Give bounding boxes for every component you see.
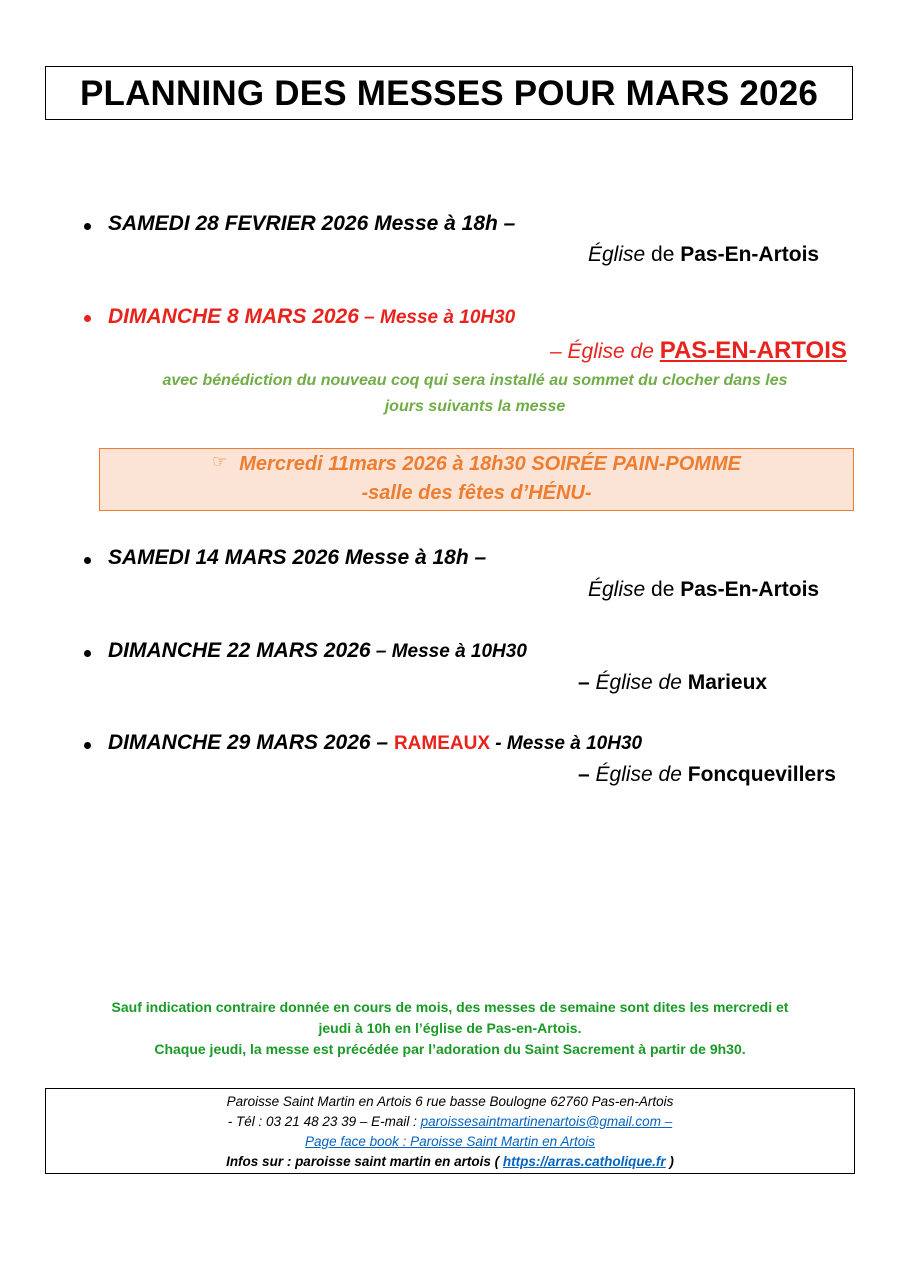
website-link[interactable]: https://arras.catholique.fr bbox=[502, 1154, 666, 1169]
contact-facebook-line bbox=[46, 1132, 854, 1152]
entry-2-note bbox=[110, 368, 840, 420]
title-box bbox=[45, 66, 853, 120]
pointing-hand-icon: ☞ bbox=[212, 452, 228, 471]
entry-2-time: – Messe à 10H30 bbox=[358, 307, 516, 328]
entry-1-date: SAMEDI 28 FEVRIER 2026 Messe à 18h – bbox=[108, 212, 516, 235]
entry-3-church-name: Pas-En-Artois bbox=[680, 578, 820, 601]
event-title: Mercredi 11mars 2026 à 18h30 SOIRÉE PAIN-POMME bbox=[239, 453, 741, 475]
entry-4-church-name: Marieux bbox=[687, 671, 768, 694]
infos-suffix: ) bbox=[665, 1154, 674, 1169]
entry-2-date-line bbox=[108, 305, 515, 329]
entry-5-church-label: Église de bbox=[595, 763, 688, 786]
entry-4-church-label: Église de bbox=[595, 671, 688, 694]
contact-box bbox=[45, 1088, 855, 1174]
contact-phone-line bbox=[46, 1112, 854, 1132]
entry-5-date-line bbox=[108, 731, 642, 755]
entry-5-highlight: RAMEAUX bbox=[393, 733, 490, 754]
contact-address: Paroisse Saint Martin en Artois 6 rue basse Boulogne 62760 Pas-en-Artois bbox=[226, 1094, 674, 1109]
facebook-link[interactable]: Page face book : Paroisse Saint Martin en Artois bbox=[305, 1134, 595, 1149]
entry-2-church-prefix: – Église de bbox=[550, 340, 660, 363]
entry-4-time: – Messe à 10H30 bbox=[370, 641, 527, 662]
entry-3-church-prefix: Église bbox=[588, 578, 646, 601]
entry-5-church-prefix: – bbox=[578, 763, 596, 786]
entry-2-note-line2: jours suivants la messe bbox=[384, 398, 566, 415]
entry-1-church bbox=[588, 243, 819, 267]
entry-4-date: DIMANCHE 22 MARS 2026 bbox=[108, 639, 371, 662]
entry-1-church-name: Pas-En-Artois bbox=[680, 243, 820, 266]
entry-3-church bbox=[588, 578, 819, 602]
footer-note-line2: jeudi à 10h en l’église de Pas-en-Artois. bbox=[318, 1020, 582, 1036]
infos-prefix: Infos sur : paroisse saint martin en artois ( bbox=[226, 1154, 503, 1169]
entry-5-date: DIMANCHE 29 MARS 2026 bbox=[108, 731, 371, 754]
bullet-4 bbox=[84, 650, 91, 657]
weekday-mass-note bbox=[60, 997, 840, 1060]
entry-5-time: - Messe à 10H30 bbox=[490, 733, 643, 754]
bullet-1 bbox=[84, 223, 91, 230]
contact-phone: - Tél : 03 21 48 23 39 – E-mail : bbox=[227, 1114, 421, 1129]
bullet-2 bbox=[84, 315, 91, 322]
footer-note-line1: Sauf indication contraire donnée en cours de mois, des messes de semaine sont dites les mercredi et bbox=[111, 999, 789, 1015]
page-title: PLANNING DES MESSES POUR MARS 2026 bbox=[79, 74, 819, 113]
entry-2-church bbox=[550, 337, 847, 365]
entry-3-date: SAMEDI 14 MARS 2026 Messe à 18h – bbox=[108, 546, 487, 569]
entry-2-note-line1: avec bénédiction du nouveau coq qui sera installé au sommet du clocher dans les bbox=[162, 372, 788, 389]
bullet-5 bbox=[84, 742, 91, 749]
entry-2-date: DIMANCHE 8 MARS 2026 bbox=[108, 305, 359, 328]
contact-infos-line bbox=[46, 1152, 854, 1172]
entry-1-church-de: de bbox=[645, 243, 681, 266]
entry-3-church-de: de bbox=[645, 578, 681, 601]
event-notice bbox=[99, 448, 854, 511]
entry-4-church bbox=[578, 671, 767, 695]
event-line1 bbox=[100, 453, 853, 476]
footer-note-line3: Chaque jeudi, la messe est précédée par l’adoration du Saint Sacrement à partir de 9h30. bbox=[154, 1041, 746, 1057]
bullet-3 bbox=[84, 557, 91, 564]
entry-4-date-line bbox=[108, 639, 527, 663]
entry-1-church-prefix: Église bbox=[588, 243, 646, 266]
entry-5-dash: – bbox=[370, 731, 394, 754]
entry-5-church bbox=[578, 763, 836, 787]
entry-5-church-name: Foncquevillers bbox=[687, 763, 836, 786]
contact-email-link[interactable]: paroissesaintmartinenartois@gmail.com – bbox=[420, 1114, 673, 1129]
event-line2: -salle des fêtes d’HÉNU- bbox=[361, 482, 592, 504]
entry-2-church-name: PAS-EN-ARTOIS bbox=[659, 337, 847, 364]
entry-4-church-prefix: – bbox=[578, 671, 596, 694]
